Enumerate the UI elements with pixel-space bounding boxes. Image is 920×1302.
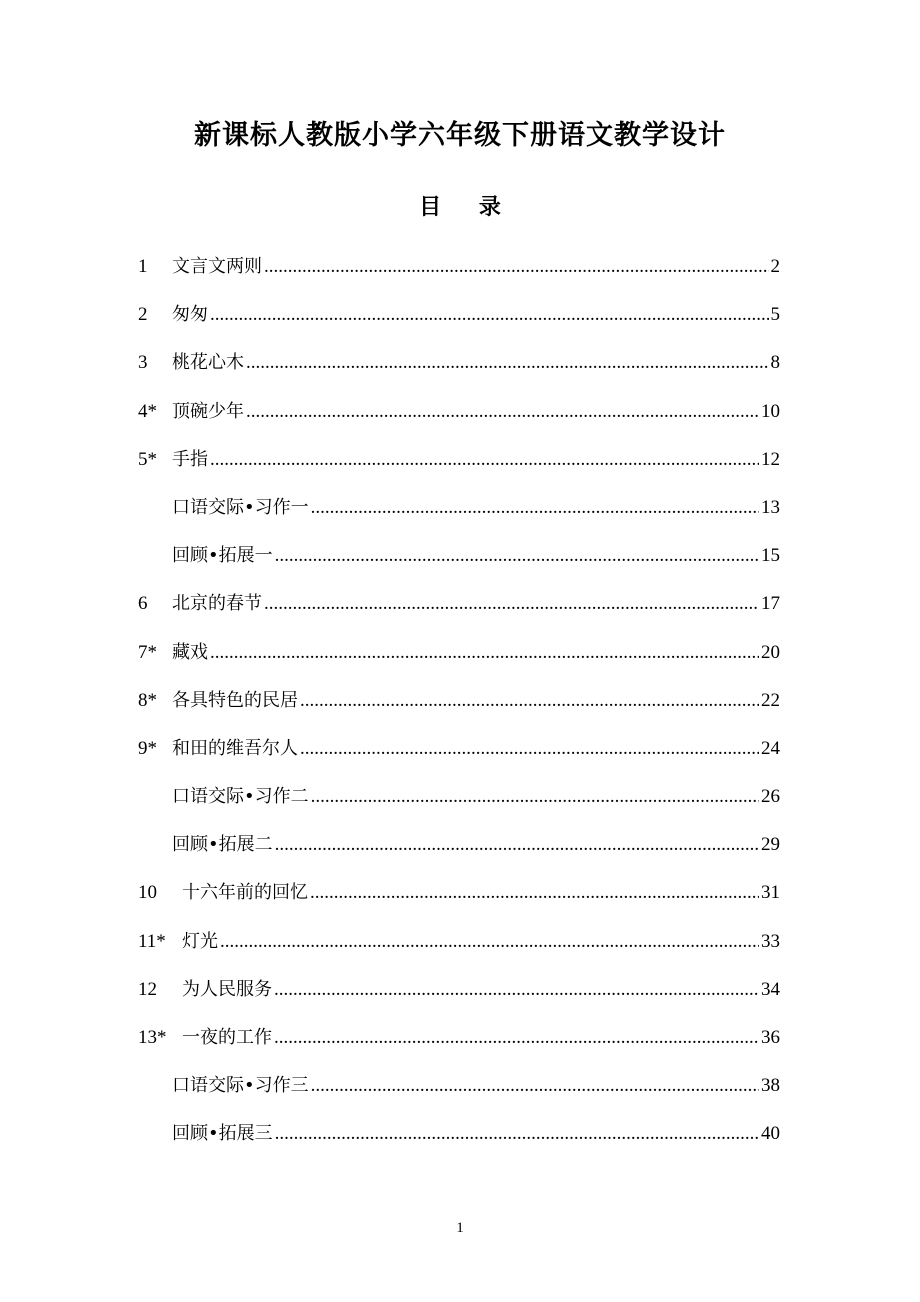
toc-entry-page: 12: [761, 448, 780, 470]
toc-entry-number: 12: [138, 978, 157, 1000]
toc-entry[interactable]: [138, 873, 780, 921]
toc-dot-leader: [210, 633, 759, 673]
toc-entry[interactable]: [138, 1114, 780, 1162]
toc-entry-page: 22: [761, 689, 780, 711]
toc-entry-number: 5*: [138, 448, 157, 470]
toc-entry[interactable]: [138, 247, 780, 295]
toc-entry[interactable]: [138, 295, 780, 343]
toc-entry-page: 17: [761, 593, 780, 615]
toc-entry-title: 回顾•拓展一: [172, 545, 273, 567]
toc-entry-title: 口语交际•习作三: [172, 1075, 309, 1097]
toc-entry-number: 10: [138, 882, 157, 904]
toc-entry[interactable]: [138, 584, 780, 632]
toc-entry-title: 匆匆: [172, 304, 208, 326]
toc-entry[interactable]: [138, 825, 780, 873]
toc-entry-number: 7*: [138, 641, 157, 663]
toc-entry-number: 4*: [138, 400, 157, 422]
toc-entry[interactable]: [138, 681, 780, 729]
toc-dot-leader: [220, 922, 759, 962]
toc-entry-title: 口语交际•习作二: [172, 786, 309, 808]
toc-entry[interactable]: [138, 922, 780, 970]
toc-entry-title: 口语交际•习作一: [172, 496, 309, 518]
toc-entry-number: 2: [138, 304, 148, 326]
toc-entry-number: 1: [138, 256, 148, 277]
toc-entry[interactable]: [138, 392, 780, 440]
toc-entry-title: 顶碗少年: [172, 400, 244, 422]
toc-dot-leader: [274, 1018, 759, 1058]
toc-entry-page: 40: [761, 1123, 780, 1145]
toc-entry-page: 26: [761, 786, 780, 808]
toc-entry[interactable]: [138, 343, 780, 391]
toc-dot-leader: [275, 536, 759, 576]
toc-entry[interactable]: [138, 440, 780, 488]
toc-dot-leader: [300, 729, 759, 769]
toc-entry-number: 11*: [138, 930, 166, 952]
toc-dot-leader: [210, 440, 759, 480]
toc-dot-leader: [264, 584, 759, 624]
toc-entry-page: 2: [770, 256, 780, 277]
toc-entry[interactable]: [138, 633, 780, 681]
toc-entry-title: 回顾•拓展二: [172, 834, 273, 856]
toc-entry-title: 手指: [172, 448, 208, 470]
toc-entry-number: 13*: [138, 1027, 167, 1048]
toc-entry-number: 3: [138, 352, 148, 374]
toc-entry[interactable]: [138, 1018, 780, 1066]
toc-dot-leader: [275, 825, 759, 865]
toc-entry-page: 31: [761, 882, 780, 904]
toc-dot-leader: [210, 295, 769, 335]
toc-dot-leader: [311, 777, 759, 817]
toc-entry-page: 24: [761, 737, 780, 759]
toc-entry-number: 9*: [138, 737, 157, 759]
toc-heading: 目 录: [419, 195, 501, 220]
toc-entry[interactable]: [138, 488, 780, 536]
toc-entry-title: 各具特色的民居: [172, 689, 298, 711]
toc-entry-title: 为人民服务: [182, 978, 272, 1000]
toc-entry-title: 回顾•拓展三: [172, 1123, 273, 1145]
toc-entry-page: 38: [761, 1075, 780, 1097]
toc-entry-page: 34: [761, 978, 780, 1000]
toc-dot-leader: [246, 392, 759, 432]
toc-dot-leader: [311, 488, 759, 528]
toc-entry-number: 6: [138, 593, 148, 615]
toc-entry-title: 灯光: [182, 930, 218, 952]
toc-entry[interactable]: [138, 729, 780, 777]
toc-dot-leader: [310, 873, 759, 913]
toc-entry-title: 十六年前的回忆: [182, 882, 308, 904]
toc-entry-title: 北京的春节: [172, 593, 262, 615]
toc-entry[interactable]: [138, 970, 780, 1018]
toc-entry-title: 文言文两则: [172, 256, 262, 277]
toc-dot-leader: [300, 681, 759, 721]
toc-entry-title: 藏戏: [172, 641, 208, 663]
page-number: 1: [456, 1220, 464, 1236]
toc-entry-page: 10: [761, 400, 780, 422]
toc-entry-page: 29: [761, 834, 780, 856]
toc-entry-page: 20: [761, 641, 780, 663]
toc-entry[interactable]: [138, 536, 780, 584]
toc-entry-page: 33: [761, 930, 780, 952]
table-of-contents: [138, 247, 780, 1163]
toc-entry-number: 8*: [138, 689, 157, 711]
toc-entry[interactable]: [138, 777, 780, 825]
toc-dot-leader: [264, 247, 769, 287]
toc-entry-title: 和田的维吾尔人: [172, 737, 298, 759]
toc-dot-leader: [275, 1114, 759, 1154]
toc-entry[interactable]: [138, 1066, 780, 1114]
toc-entry-page: 15: [761, 545, 780, 567]
toc-entry-page: 13: [761, 496, 780, 518]
toc-dot-leader: [274, 970, 759, 1010]
document-title: 新课标人教版小学六年级下册语文教学设计: [194, 120, 726, 151]
toc-entry-title: 桃花心木: [172, 352, 244, 374]
toc-entry-page: 5: [770, 304, 780, 326]
toc-dot-leader: [246, 343, 769, 383]
toc-dot-leader: [311, 1066, 759, 1106]
toc-entry-page: 36: [761, 1027, 780, 1048]
toc-entry-page: 8: [770, 352, 780, 374]
toc-entry-title: 一夜的工作: [182, 1027, 272, 1048]
